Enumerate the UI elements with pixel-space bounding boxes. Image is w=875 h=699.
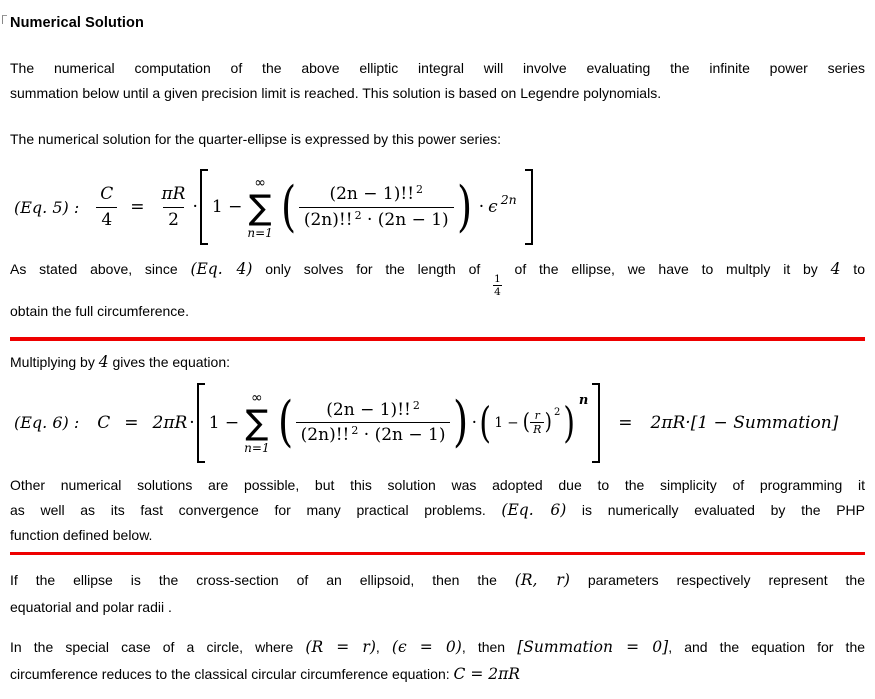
divider-line	[10, 337, 865, 341]
text-line	[10, 661, 865, 688]
text-line: obtain the full circumference.	[10, 303, 189, 320]
text-line: summation below until a given precision limit is reached. This solution is based on Legendre polynomials.	[10, 85, 662, 101]
paragraph-intro	[10, 56, 865, 106]
numerator-exponent: 2	[412, 399, 420, 413]
math-run-4: 4	[830, 260, 841, 278]
lower-limit: n=1	[244, 441, 270, 456]
paragraph-ellipsoid	[10, 567, 865, 621]
multiplication-dot: ·	[192, 197, 198, 217]
text-run: Multiplying by	[10, 353, 99, 370]
divider-line	[10, 552, 865, 556]
left-bracket	[197, 383, 205, 463]
fraction-denominator: 2	[163, 207, 184, 231]
fraction-denominator: R	[530, 422, 544, 436]
fraction-numerator	[321, 399, 425, 422]
fraction-c-over-4	[95, 183, 118, 230]
sigma-glyph: ∑	[248, 187, 272, 228]
text-line: The numerical computation of the above elliptic integral will involve evaluating the infinite power series	[10, 60, 865, 76]
text-run: , then	[461, 639, 518, 656]
equation-5	[10, 166, 865, 248]
rhs-prefix: 2πR·[1 −	[650, 412, 734, 433]
math-run-R-equals-r: (R = r)	[305, 638, 376, 657]
paragraph-quarter-ellipse	[10, 256, 865, 325]
text-run: as well as its fast convergence for many practical problems.	[10, 501, 502, 518]
power-n-exponent: n	[578, 393, 589, 409]
big-right-paren: )	[456, 174, 472, 238]
one-minus-term: 1 −	[211, 197, 243, 217]
equals-sign: =	[130, 197, 145, 217]
eccentricity-factor	[494, 409, 560, 436]
coefficient-2piR: 2πR	[152, 412, 188, 433]
text-line	[10, 498, 865, 523]
fraction-piR-over-2	[157, 183, 191, 230]
epsilon-exponent: 2n	[500, 191, 517, 207]
multiplication-dot: ·	[478, 197, 485, 217]
math-run-eq6: (Eq. 6)	[501, 500, 567, 519]
text-line	[10, 634, 865, 661]
right-bracket	[525, 169, 533, 245]
math-run-circle-equation: C = 2πR	[453, 665, 520, 684]
math-run-R-r: (R, r)	[514, 571, 570, 590]
multiplication-dot: ·	[189, 412, 195, 433]
text-line: function defined below.	[10, 526, 153, 543]
equals-sign: =	[618, 412, 633, 433]
denominator-exponent: 2	[351, 424, 359, 438]
rhs-suffix: ]	[831, 412, 839, 433]
numerator-base: (2n − 1)!!	[329, 184, 415, 205]
text-run: In the special case of a circle, where	[10, 639, 306, 656]
series-term-fraction	[296, 399, 451, 446]
multiplication-dot: ·	[471, 412, 477, 433]
math-run-eq4: (Eq. 4)	[190, 260, 253, 278]
corner-artifact-mark	[2, 15, 7, 24]
infinity-limit: ∞	[254, 174, 266, 191]
math-run-eps-zero: (ϵ = 0)	[391, 638, 462, 657]
equals-sign: =	[124, 412, 139, 433]
text-run: If the ellipse is the cross-section of an ellipsoid, then the	[10, 572, 515, 589]
fraction-denominator: 4	[494, 286, 501, 299]
text-line: The numerical solution for the quarter-ellipse is expressed by this power series:	[10, 131, 502, 147]
text-run: circumference reduces to the classical circular circumference equation:	[10, 666, 454, 683]
math-run-summation-zero: [Summation = 0]	[517, 638, 669, 657]
squared-exponent: 2	[554, 407, 561, 419]
fraction-denominator	[299, 207, 454, 231]
lower-limit: n=1	[247, 225, 273, 240]
document-page	[0, 15, 875, 688]
series-term-fraction	[299, 183, 454, 230]
fraction-numerator: r	[534, 408, 540, 422]
page-title: Numerical Solution	[10, 15, 144, 31]
factor-left-paren: (	[479, 397, 492, 447]
paragraph-multiplying	[10, 350, 865, 375]
equation-5-label: (Eq. 5) :	[14, 197, 80, 217]
fraction-numerator	[324, 183, 428, 206]
paragraph-other-solutions	[10, 473, 865, 548]
text-run: to	[840, 261, 865, 277]
summation-word: Summation	[733, 412, 832, 433]
sigma-glyph: ∑	[245, 403, 269, 444]
text-run: As stated above, since	[10, 261, 191, 277]
text-line	[10, 350, 865, 375]
big-right-paren: )	[453, 390, 469, 454]
denominator-rest: · (2n − 1)	[358, 425, 446, 446]
denominator-base: (2n)!!	[300, 425, 350, 446]
fraction-numerator: πR	[161, 184, 186, 205]
text-run: gives the equation:	[108, 353, 230, 370]
denominator-base: (2n)!!	[303, 209, 353, 230]
numerator-base: (2n − 1)!!	[326, 400, 411, 421]
text-run: parameters respectively represent the	[569, 572, 865, 589]
fraction-numerator: C	[100, 184, 114, 205]
text-line: equatorial and polar radii .	[10, 599, 172, 616]
factor-right-paren: )	[563, 397, 576, 447]
big-left-paren: (	[277, 390, 293, 454]
one-minus-term: 1 −	[494, 414, 519, 431]
text-line	[10, 567, 865, 594]
text-run: ,	[375, 639, 392, 656]
text-line	[10, 256, 865, 298]
right-bracket	[592, 383, 600, 463]
one-minus-term: 1 −	[208, 412, 240, 433]
infinity-limit: ∞	[251, 390, 263, 407]
fraction-denominator: 4	[96, 207, 117, 231]
text-run: , and the equation for the	[668, 639, 866, 656]
text-run: only solves for the length of	[252, 261, 494, 277]
text-line: Other numerical solutions are possible, but this solution was adopted due to the simplicity of programming it	[10, 476, 865, 493]
numerator-exponent: 2	[416, 183, 424, 197]
paragraph-power-series-lead	[10, 127, 865, 152]
small-left-paren: (	[522, 409, 530, 435]
left-bracket	[200, 169, 208, 245]
paragraph-circle-special-case	[10, 634, 865, 688]
equation-6-label: (Eq. 6) :	[14, 413, 80, 433]
fraction-r-over-R	[530, 409, 544, 436]
denominator-exponent: 2	[354, 208, 362, 222]
big-left-paren: (	[280, 174, 296, 238]
fraction-numerator: 1	[494, 273, 501, 285]
text-run: is numerically evaluated by the PHP	[566, 501, 865, 518]
small-right-paren: )	[545, 409, 553, 435]
epsilon-symbol: ϵ	[488, 197, 498, 217]
circumference-variable: C	[97, 412, 111, 433]
fraction-denominator	[296, 422, 451, 446]
equation-6	[10, 380, 865, 466]
math-run-4: 4	[98, 352, 109, 371]
inline-fraction-one-fourth	[493, 273, 502, 298]
denominator-rest: · (2n − 1)	[361, 209, 449, 230]
summation-symbol	[244, 391, 269, 454]
text-run: of the ellipse, we have to multply it by	[501, 261, 831, 277]
rhs-expression	[651, 413, 839, 433]
summation-symbol	[247, 176, 272, 239]
